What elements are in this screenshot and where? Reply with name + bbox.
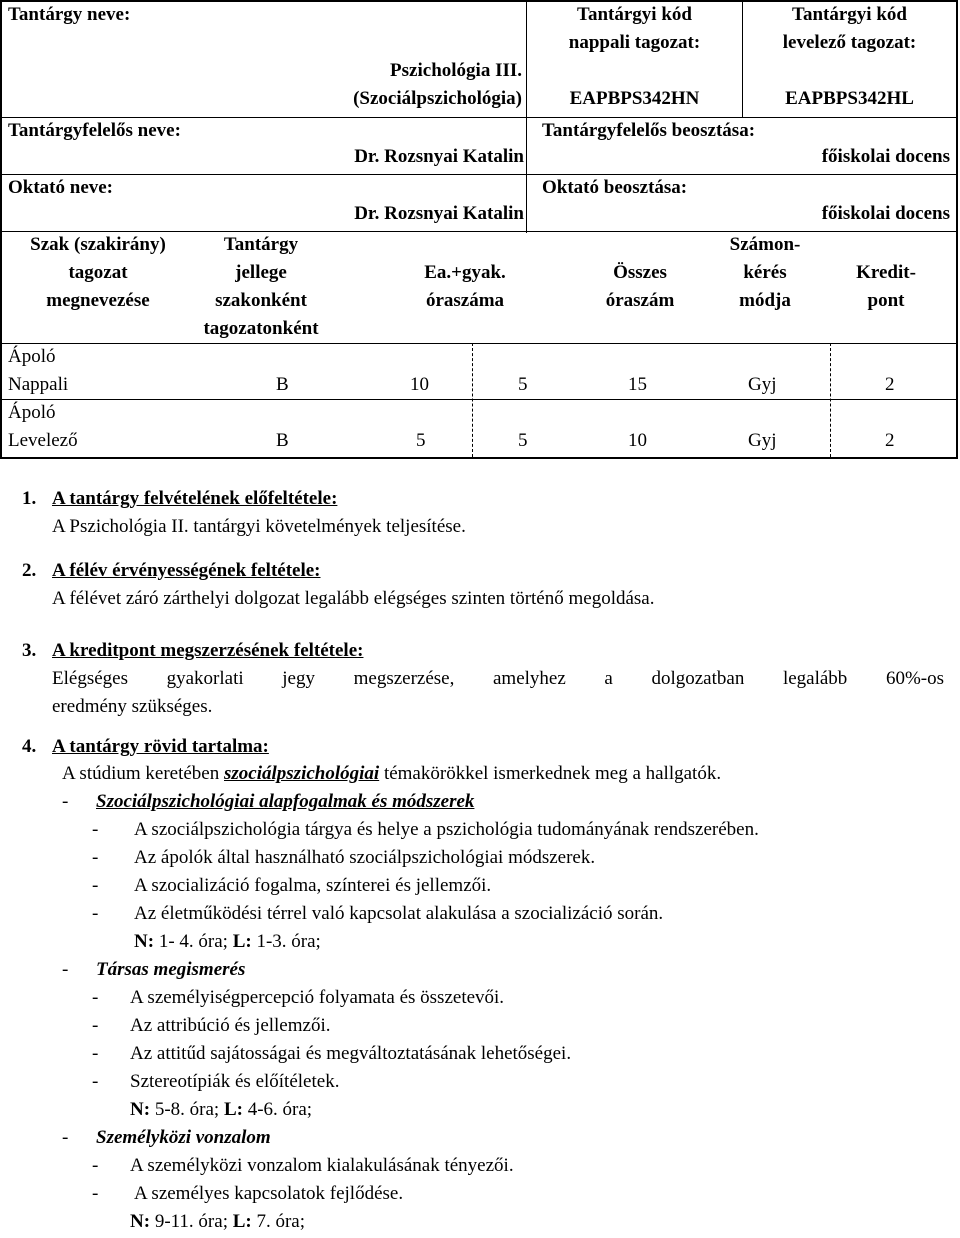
section-2-title: A félév érvényességének feltétele: (52, 560, 321, 581)
row-mode: Nappali (8, 374, 69, 395)
row-exam: Gyj (748, 374, 777, 395)
divider-h-1 (0, 117, 958, 118)
list-item: A személyközi vonzalom kialakulásának tényezői. (130, 1155, 514, 1176)
list-item-dash: - (92, 847, 99, 868)
section-4-title: A tantárgy rövid tartalma: (52, 736, 269, 757)
col-hours-line2: óraszáma (425, 290, 505, 311)
row-program: Ápoló (8, 346, 56, 367)
section-3-title: A kreditpont megszerzésének feltétele: (52, 640, 364, 661)
intro-text-pre: A stúdium keretében (62, 763, 224, 784)
list-item-dash: - (92, 903, 99, 924)
divider-dashed-2 (830, 343, 831, 457)
table-border-left (0, 0, 2, 459)
col-exam-line1: Számon- (729, 234, 801, 255)
divider-h-4 (0, 343, 958, 344)
list-item: Az ápolók által használható szociálpszichológiai módszerek. (134, 847, 596, 868)
row-total: 15 (628, 374, 647, 395)
divider-h-5 (0, 399, 958, 400)
content-intro (62, 763, 721, 785)
section-1-title: A tantárgy felvételének előfeltétele: (52, 488, 338, 509)
section-2-body: A félévet záró zárthelyi dolgozat legalább elégséges szinten történő megoldása. (52, 588, 655, 609)
list-item-dash: - (92, 987, 99, 1008)
row-exam: Gyj (748, 430, 777, 451)
list-item: Az életműködési térrel való kapcsolat alakulása a szocializáció során. (134, 903, 664, 924)
col-total-line2: óraszám (605, 290, 675, 311)
list-item-dash: - (92, 1155, 99, 1176)
list-item: Az attitűd sajátosságai és megváltoztatásának lehetőségei. (130, 1043, 572, 1064)
section-4-number: 4. (22, 736, 37, 757)
code-corr-value: EAPBPS342HL (785, 88, 914, 109)
col-credit-line2: pont (867, 290, 905, 311)
intro-text-post: témakörökkel ismerkednek meg a hallgatók. (379, 763, 722, 784)
intro-text-emphasis: szociálpszichológiai (224, 763, 380, 784)
teacher-pos-label: Oktató beosztása: (542, 177, 688, 198)
subject-name-line2: (Szociálpszichológia) (353, 88, 522, 109)
divider-h-2 (0, 174, 958, 175)
section-1-number: 1. (22, 488, 37, 509)
topic-1-dash: - (62, 791, 69, 812)
topic-3-title: Személyközi vonzalom (96, 1127, 271, 1148)
list-item: Az attribúció és jellemzői. (130, 1015, 331, 1036)
hours-l-label: L: (232, 1211, 252, 1232)
topic-3-hours (130, 1211, 305, 1233)
subject-name-label: Tantárgy neve: (8, 4, 131, 25)
row-hours2: 5 (518, 430, 528, 451)
list-item-dash: - (92, 1015, 99, 1036)
hours-l-label: L: (232, 931, 252, 952)
row-hours: 10 (410, 374, 429, 395)
table-border-right (956, 0, 958, 459)
row-mode: Levelező (8, 430, 78, 451)
list-item: A szocializáció fogalma, színterei és jellemzői. (134, 875, 492, 896)
list-item: A szociálpszichológia tárgya és helye a pszichológia tudományának rendszerében. (134, 819, 759, 840)
code-corr-label-2: levelező tagozat: (782, 32, 917, 53)
row-hours2: 5 (518, 374, 528, 395)
col-type-line1: Tantárgy (223, 234, 299, 255)
row-hours: 5 (416, 430, 426, 451)
hours-l-label: L: (223, 1099, 243, 1120)
list-item-dash: - (92, 1043, 99, 1064)
col-exam-line2: kérés (743, 262, 787, 283)
row-program: Ápoló (8, 402, 56, 423)
row-credit: 2 (885, 430, 895, 451)
section-3-body-line1: Elégséges gyakorlati jegy megszerzése, amelyhez a dolgozatban legalább 60%-os (52, 668, 944, 689)
topic-3-dash: - (62, 1127, 69, 1148)
row-type: B (276, 374, 289, 395)
col-type-line2: jellege (235, 262, 287, 283)
hours-l-value: 1-3. óra; (251, 931, 321, 952)
code-day-value: EAPBPS342HN (569, 88, 700, 109)
hours-n-value: 5-8. óra; (150, 1099, 224, 1120)
col-credit-line1: Kredit- (856, 262, 916, 283)
responsible-pos-label: Tantárgyfelelős beosztása: (542, 120, 756, 141)
hours-l-value: 4-6. óra; (242, 1099, 313, 1120)
divider-dashed-1 (472, 343, 473, 457)
teacher-pos: főiskolai docens (821, 203, 950, 224)
teacher-label: Oktató neve: (8, 177, 114, 198)
teacher-name: Dr. Rozsnyai Katalin (354, 203, 524, 224)
col-program-line3: megnevezése (46, 290, 150, 311)
code-day-label-2: nappali tagozat: (568, 32, 701, 53)
hours-n-value: 1- 4. óra; (154, 931, 233, 952)
list-item-dash: - (92, 1071, 99, 1092)
topic-1-title: Szociálpszichológiai alapfogalmak és módszerek (96, 791, 475, 812)
table-border-bottom (0, 457, 958, 459)
col-program-line1: Szak (szakirány) (30, 234, 166, 255)
list-item-dash: - (92, 875, 99, 896)
code-corr-label-1: Tantárgyi kód (792, 4, 907, 25)
row-credit: 2 (885, 374, 895, 395)
hours-n-label: N: (134, 931, 155, 952)
row-total: 10 (628, 430, 647, 451)
responsible-label: Tantárgyfelelős neve: (8, 120, 181, 141)
section-1-body: A Pszichológia II. tantárgyi követelmények teljesítése. (52, 516, 466, 537)
topic-2-title: Társas megismerés (96, 959, 246, 980)
hours-n-label: N: (130, 1099, 151, 1120)
hours-n-label: N: (130, 1211, 151, 1232)
responsible-pos: főiskolai docens (821, 146, 950, 167)
code-day-label-1: Tantárgyi kód (577, 4, 692, 25)
hours-n-value: 9-11. óra; (150, 1211, 233, 1232)
col-exam-line3: módja (739, 290, 791, 311)
topic-2-dash: - (62, 959, 69, 980)
list-item-dash: - (92, 1183, 99, 1204)
list-item: A személyes kapcsolatok fejlődése. (134, 1183, 404, 1204)
topic-1-hours (134, 931, 321, 953)
list-item-dash: - (92, 819, 99, 840)
subject-name-line1: Pszichológia III. (390, 60, 522, 81)
row-type: B (276, 430, 289, 451)
col-hours-line1: Ea.+gyak. (424, 262, 506, 283)
list-item: A személyiségpercepció folyamata és összetevői. (130, 987, 505, 1008)
section-2-number: 2. (22, 560, 37, 581)
col-type-line4: tagozatonként (203, 318, 319, 339)
section-3-number: 3. (22, 640, 37, 661)
responsible-name: Dr. Rozsnyai Katalin (354, 146, 524, 167)
col-total-line1: Összes (613, 262, 667, 283)
section-3-body-line2: eredmény szükséges. (52, 696, 213, 717)
col-type-line3: szakonként (215, 290, 307, 311)
hours-l-value: 7. óra; (251, 1211, 306, 1232)
table-border-top (0, 0, 958, 2)
col-program-line2: tagozat (68, 262, 128, 283)
divider-h-3 (0, 231, 958, 232)
list-item: Sztereotípiák és előítéletek. (130, 1071, 340, 1092)
topic-2-hours (130, 1099, 312, 1121)
